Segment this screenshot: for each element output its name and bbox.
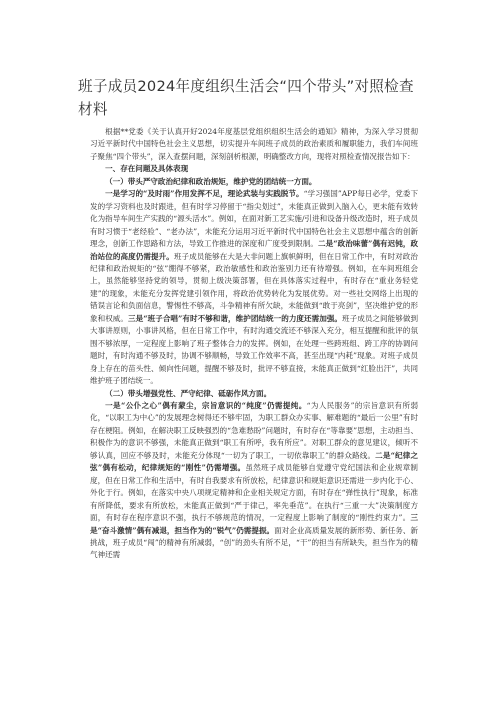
subsection-heading-1: （一）带头严守政治纪律和政治规矩，维护党的团结统一方面。 (105, 176, 317, 186)
paragraph-1-1 (90, 188, 418, 387)
point-heading: 二是“政治味蕾”偶有迟钝，政治站位的高度仍需提升。 (90, 239, 418, 261)
subsection-heading-2: （二）带头增强党性、严守纪律、砥砺作风方面。 (105, 388, 272, 398)
point-heading: 一是“公仆之心”偶有蒙尘，宗旨意识的“纯度”仍需提纯。 (105, 400, 307, 410)
page-title: 班子成员2024年度组织生活会“四个带头”对照检查材料 (78, 78, 414, 118)
section-heading-problems: 一、存在问题及具体表现 (105, 164, 189, 174)
point-body: 虽然班子成员能够自觉遵守党纪国法和企业规章制度，但在日常工作和生活中，有时自我要求有所放松，纪律意识和规矩意识还需进一步内化于心、外化于行。例如，在落实中央八项规定精神和企业相关规定方面，有时存在“弹性执行”现象，标准有所降低，要求有所放松，未能真正做到“严于律己，率先垂范”。在执行“三重一大”决策制度方面，有时存在程序意识不强，执行不够规范的情况，一定程度上影响了制度的“刚性约束力”。 (90, 463, 418, 523)
intro-paragraph: 根据**党委《关于认真开好2024年度基层党组织组织生活会的通知》精神，为深入学习贯彻习近平新时代中国特色社会主义思想，切实提升车间班子成员的政治素质和履职能力，我们车间班子聚焦“四个带头”，深入查摆问题，深刻剖析根源，明确整改方向，现将对照检查情况报告如下： (90, 127, 418, 161)
paragraph-2-1 (90, 400, 418, 562)
point-heading: 二是“纪律之弦”偶有松动，纪律规矩的“刚性”仍需增强。 (90, 450, 419, 473)
point-body: “学习强国”APP每日必学，党委下发的学习资料也及时跟进，但有时学习停留于“指尖划过”，未能真正做到入脑入心，更未能有效转化为指导车间生产实践的“源头活水”。例如，在面对新工艺实施/引进和设备升级改造时，班子成员有时习惯于“老经验”、“老办法”，未能充分运用习近平新时代中国特色社会主义思想中蕴含的创新理念，创新工作思路和方法，导致工作推进的深度和广度受到限制。 (90, 189, 419, 249)
point-heading: 三是“奋斗激情”偶有减退，担当作为的“锐气”仍需提振。 (90, 513, 418, 535)
point-body: 班子成员能够在大是大非问题上旗帜鲜明，但在日常工作中，有时对政治纪律和政治规矩的“弦”绷得不够紧，政治敏感性和政治鉴别力还有待增强。例如，在车间班组会上，虽然能够坚持党的领导，贯彻上级决策部署，但在具体落实过程中，有时存在“重业务轻党建”的现象，未能充分发挥党建引领作用，将政治优势转化为发展优势。对一些社交网络上出现的错误言论和负面信息，警惕性不够高，斗争精神有所欠缺，未能做到“敢于亮剑”，坚决维护党的形象和权威。 (90, 251, 418, 323)
point-body: “为人民服务”的宗旨意识有所弱化，“以职工为中心”的发展理念树得还不够牢固，为职工群众办实事、解难题的“最后一公里”有时存在梗阻。例如，在解决职工反映强烈的“急难愁盼”问题时，有时存在“等靠要”思想，主动担当、积极作为的意识不够强，未能真正做到“职工有所呼，我有所应”。对职工群众的意见建议，倾听不够认真，回应不够及时，未能充分体现“一切为了职工，一切依靠职工”的群众路线。 (90, 400, 418, 460)
point-body: 班子成员之间能够做到大事讲原则，小事讲风格，但在日常工作中，有时沟通交流还不够深入充分，相互提醒和批评的氛围不够浓厚，一定程度上影响了班子整体合力的发挥。例如，在处理一些跨班组、跨工序的协调问题时，有时沟通不够及时，协调不够顺畅，导致工作效率不高，甚至出现“内耗”现象。对班子成员身上存在的苗头性、倾向性问题，提醒不够及时，批评不够直接，未能真正做到“红脸出汗”，共同维护班子团结统一。 (90, 313, 418, 386)
point-body: 面对企业高质量发展的新形势、新任务、新挑战，班子成员“闯”的精神有所减弱，“创”的劲头有所不足，“干”的担当有所缺失，担当作为的精气神还需 (90, 525, 418, 560)
point-heading: 三是“班子合唱”有时不够和谐，维护团结统一的力度还需加强。 (128, 313, 343, 323)
point-heading: 一是学习的“及时雨”作用发挥不足，理论武装与实践脱节。 (105, 189, 304, 199)
document-body (90, 126, 418, 562)
